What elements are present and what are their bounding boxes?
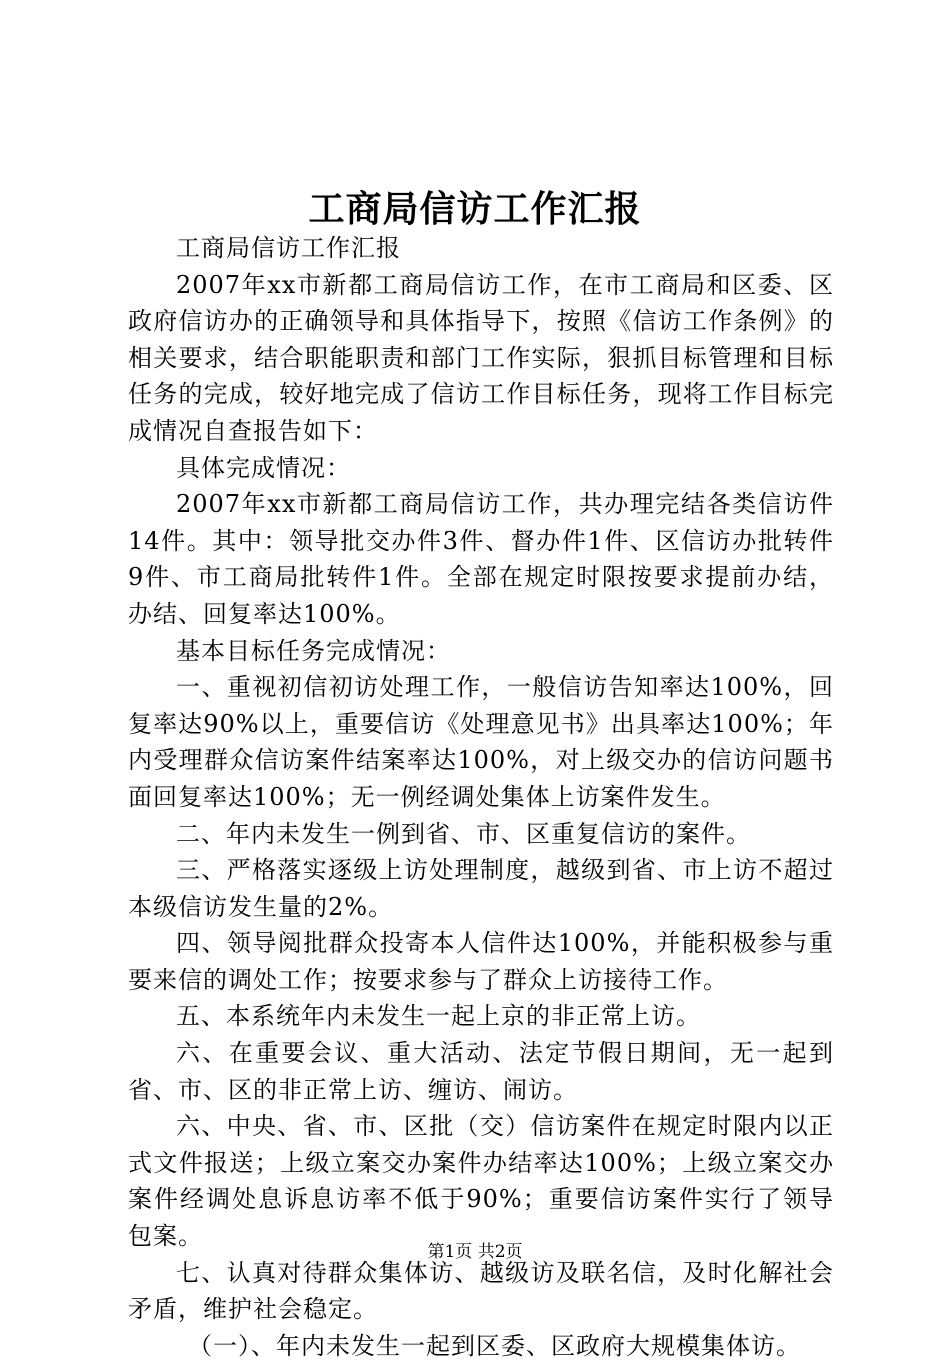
paragraph-item: 一、重视初信初访处理工作，一般信访告知率达100%，回复率达90%以上，重要信访《处理意见书》出具率达100%；年内受理群众信访案件结案率达100%，对上级交办的信访问题书面回复率达100%；无一例经调处集体上访案件发生。 [128, 673, 834, 811]
paragraph-item: 四、领导阅批群众投寄本人信件达100%，并能积极参与重要来信的调处工作；按要求参与了群众上访接待工作。 [128, 929, 834, 994]
paragraph-section-label: 具体完成情况： [176, 453, 351, 482]
paragraph-item: 五、本系统年内未发生一起上京的非正常上访。 [176, 1002, 701, 1031]
paragraph-item: 三、严格落实逐级上访处理制度，越级到省、市上访不超过本级信访发生量的2%。 [128, 856, 834, 921]
document-body [128, 230, 834, 1364]
paragraph-item: 二、年内未发生一例到省、市、区重复信访的案件。 [176, 819, 751, 848]
paragraph-heading: 工商局信访工作汇报 [176, 234, 401, 262]
paragraph-completion: 2007年xx市新都工商局信访工作，共办理完结各类信访件14件。其中：领导批交办件3件、督办件1件、区信访办批转件9件、市工商局批转件1件。全部在规定时限按要求提前办结，办结、回复率达100%。 [128, 490, 834, 628]
paragraph-intro: 2007年xx市新都工商局信访工作，在市工商局和区委、区政府信访办的正确领导和具体指导下，按照《信访工作条例》的相关要求，结合职能职责和部门工作实际，狠抓目标管理和目标任务的完成，较好地完成了信访工作目标任务，现将工作目标完成情况自查报告如下： [128, 270, 834, 445]
document-title: 工商局信访工作汇报 [308, 188, 642, 230]
paragraph-item: 六、在重要会议、重大活动、法定节假日期间，无一起到省、市、区的非正常上访、缠访、闹访。 [128, 1039, 834, 1104]
paragraph-section-label: 基本目标任务完成情况： [176, 636, 451, 665]
paragraph-item: 七、认真对待群众集体访、越级访及联名信，及时化解社会矛盾，维护社会稳定。 [128, 1258, 834, 1324]
page-footer: 第1页 共2页 [427, 1242, 523, 1262]
paragraph-item: 六、中央、省、市、区批（交）信访案件在规定时限内以正式文件报送；上级立案交办案件办结率达100%；上级立案交办案件经调处息诉息访率不低于90%；重要信访案件实行了领导包案。 [128, 1112, 834, 1251]
paragraph-subitem: （一）、年内未发生一起到区委、区政府大规模集体访。 [188, 1331, 801, 1360]
